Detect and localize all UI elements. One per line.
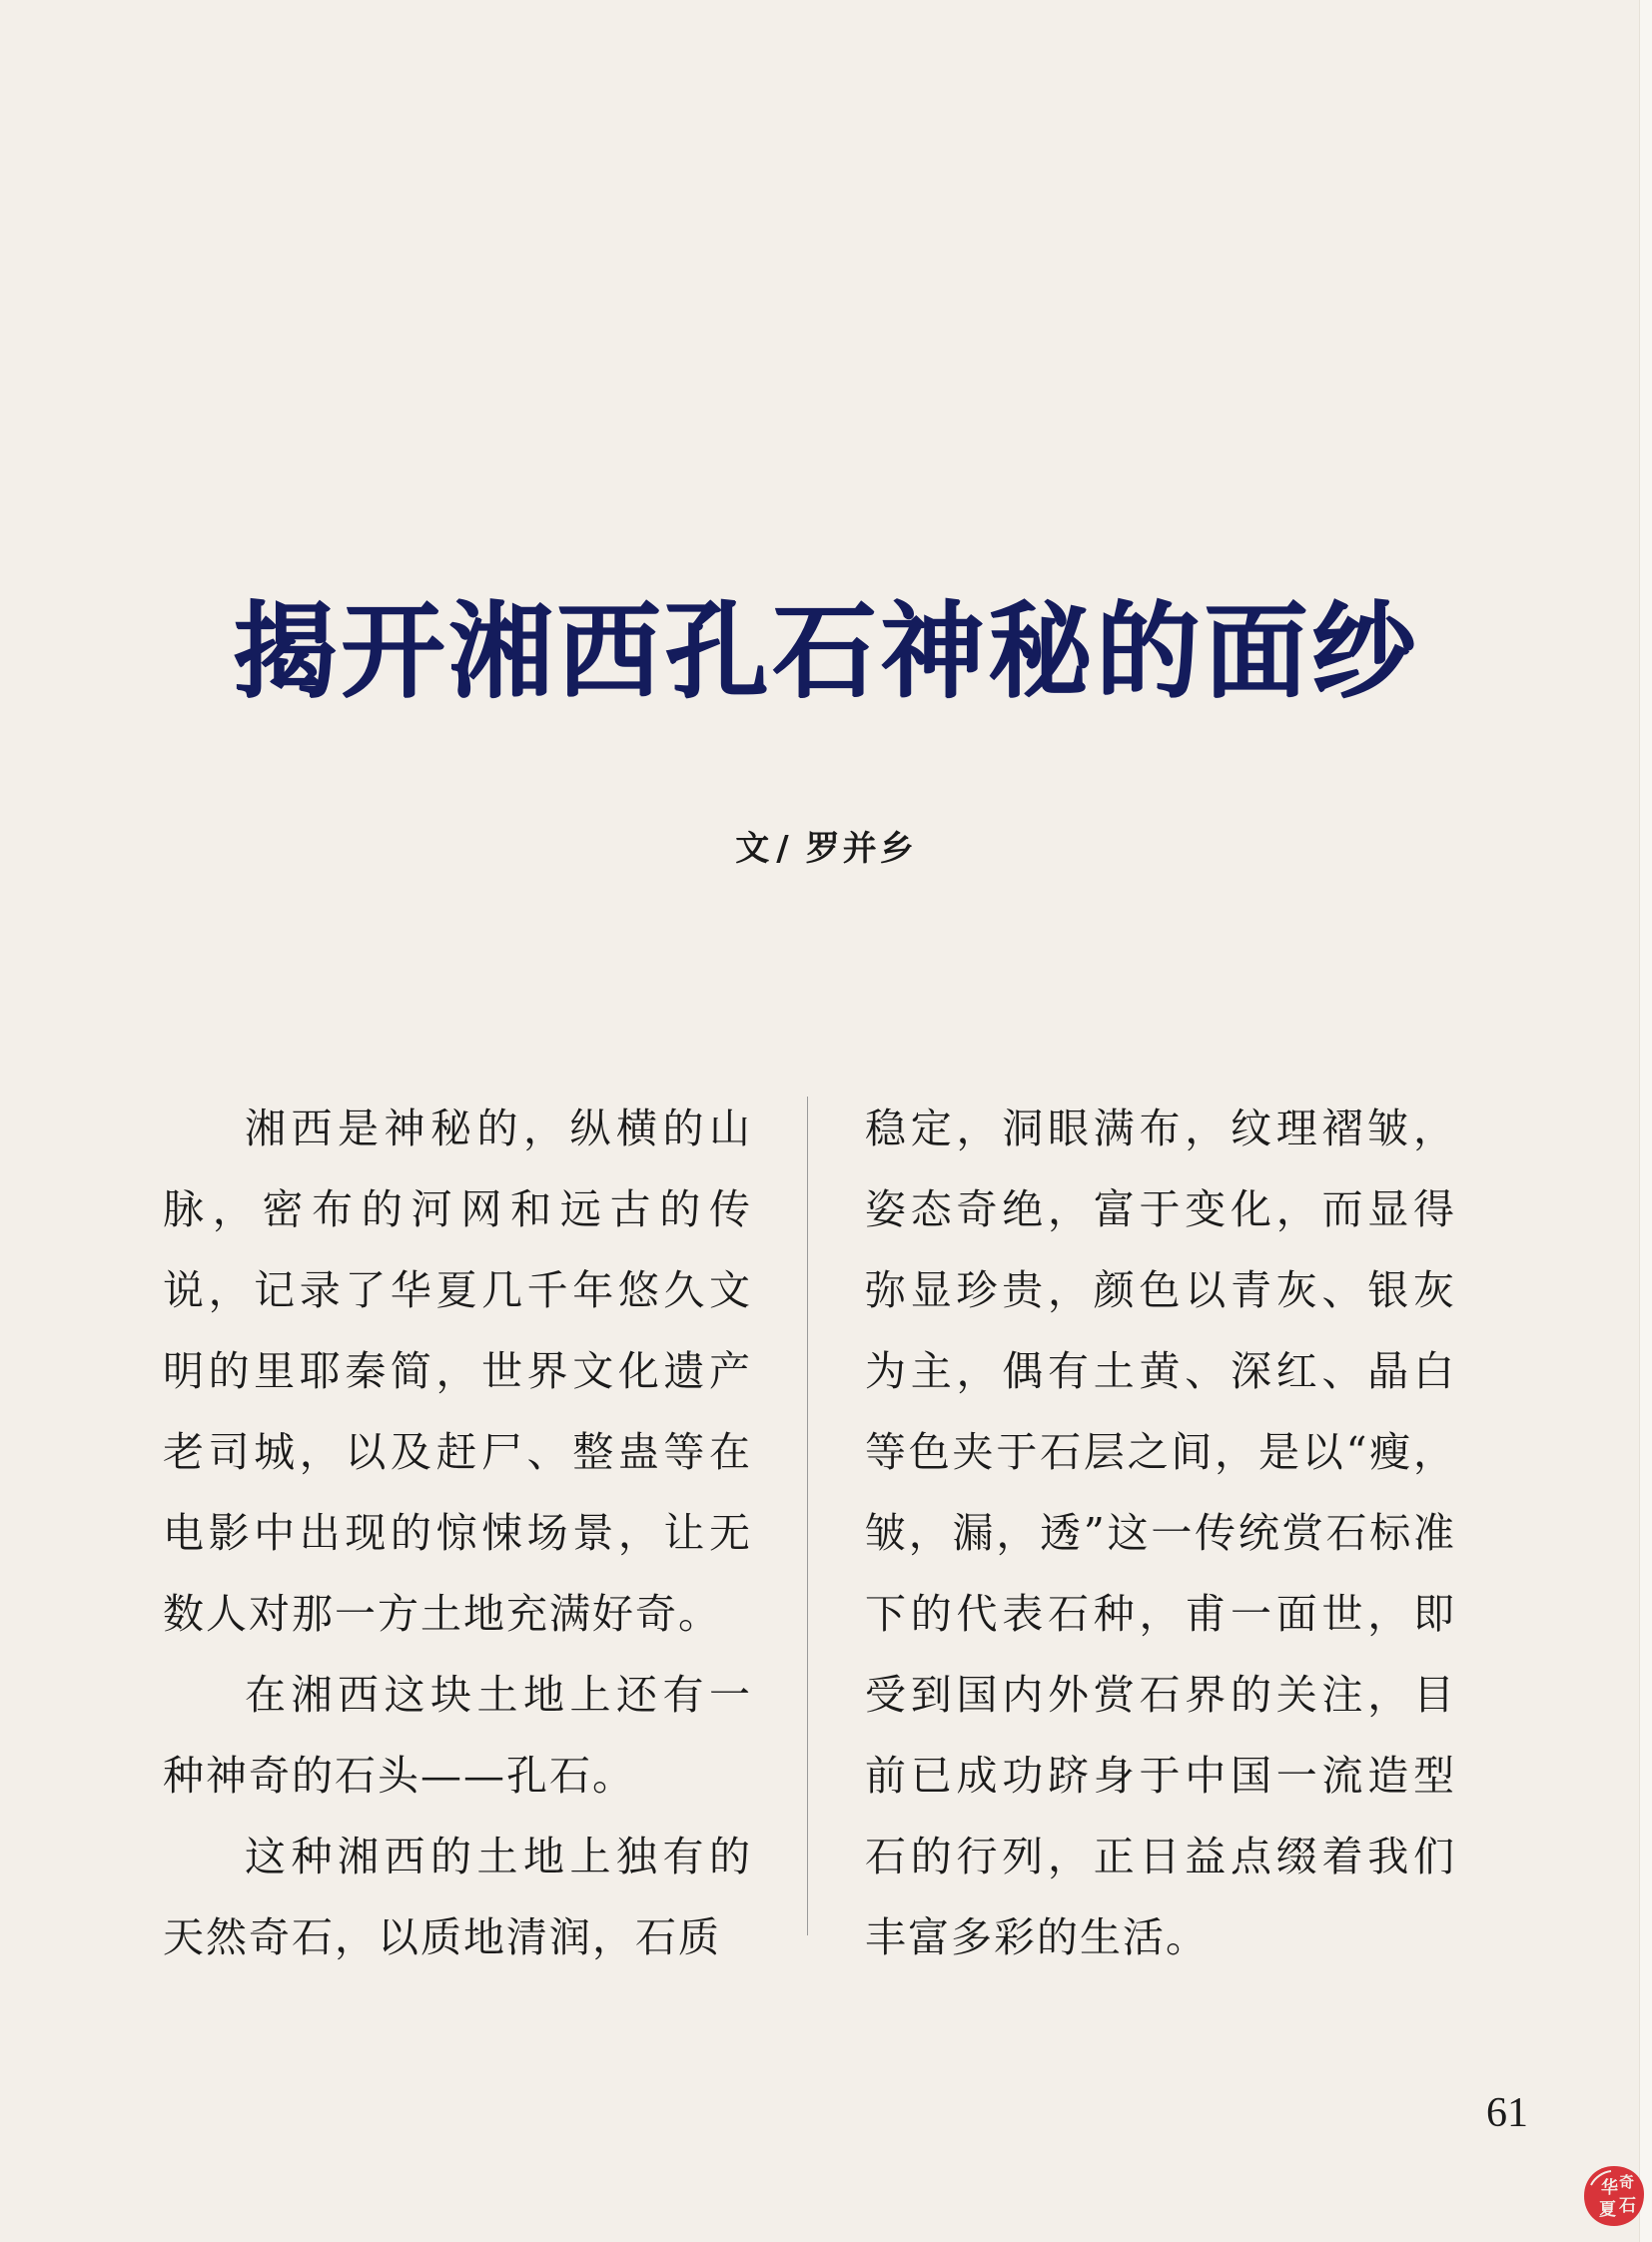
- byline-prefix: 文: [735, 829, 773, 869]
- column-divider: [807, 1097, 808, 1935]
- svg-text:华: 华: [1601, 2178, 1618, 2198]
- paragraph-3-continued: 稳定，洞眼满布，纹理褶皱，姿态奇绝，富于变化，而显得弥显珍贵，颜色以青灰、银灰为主，偶有土黄、深红、晶白等色夹于石层之间，是以“瘦，皱，漏，透”这一传统赏石标准下的代表石种，甫一面世，即受到国内外赏石界的关注，目前已成功跻身于中国一流造型石的行列，正日益点缀着我们丰富多彩的生活。: [865, 1105, 1456, 1961]
- byline: [0, 821, 1652, 870]
- article-title: 揭开湘西孔石神秘的面纱: [232, 589, 1419, 712]
- publisher-seal-icon: [1581, 2163, 1647, 2229]
- svg-text:奇: 奇: [1619, 2173, 1635, 2191]
- left-column: [163, 1089, 752, 1978]
- author-name: 罗并乡: [805, 829, 917, 869]
- paragraph-3: 这种湘西的土地上独有的天然奇石，以质地清润，石质: [163, 1833, 752, 1961]
- svg-text:夏: 夏: [1599, 2200, 1616, 2220]
- paragraph-1: 湘西是神秘的，纵横的山脉，密布的河网和远古的传说，记录了华夏几千年悠久文明的里耶秦简，世界文化遗产老司城，以及赶尸、整蛊等在电影中出现的惊悚场景，让无数人对那一方土地充满好奇。: [163, 1105, 752, 1638]
- page-number: 61: [1486, 2090, 1528, 2136]
- page-edge: [1639, 0, 1652, 2242]
- byline-separator: /: [776, 829, 792, 869]
- svg-text:石: 石: [1619, 2196, 1636, 2216]
- paragraph-2: 在湘西这块土地上还有一种神奇的石头——孔石。: [163, 1671, 752, 1800]
- right-column: [865, 1089, 1456, 1978]
